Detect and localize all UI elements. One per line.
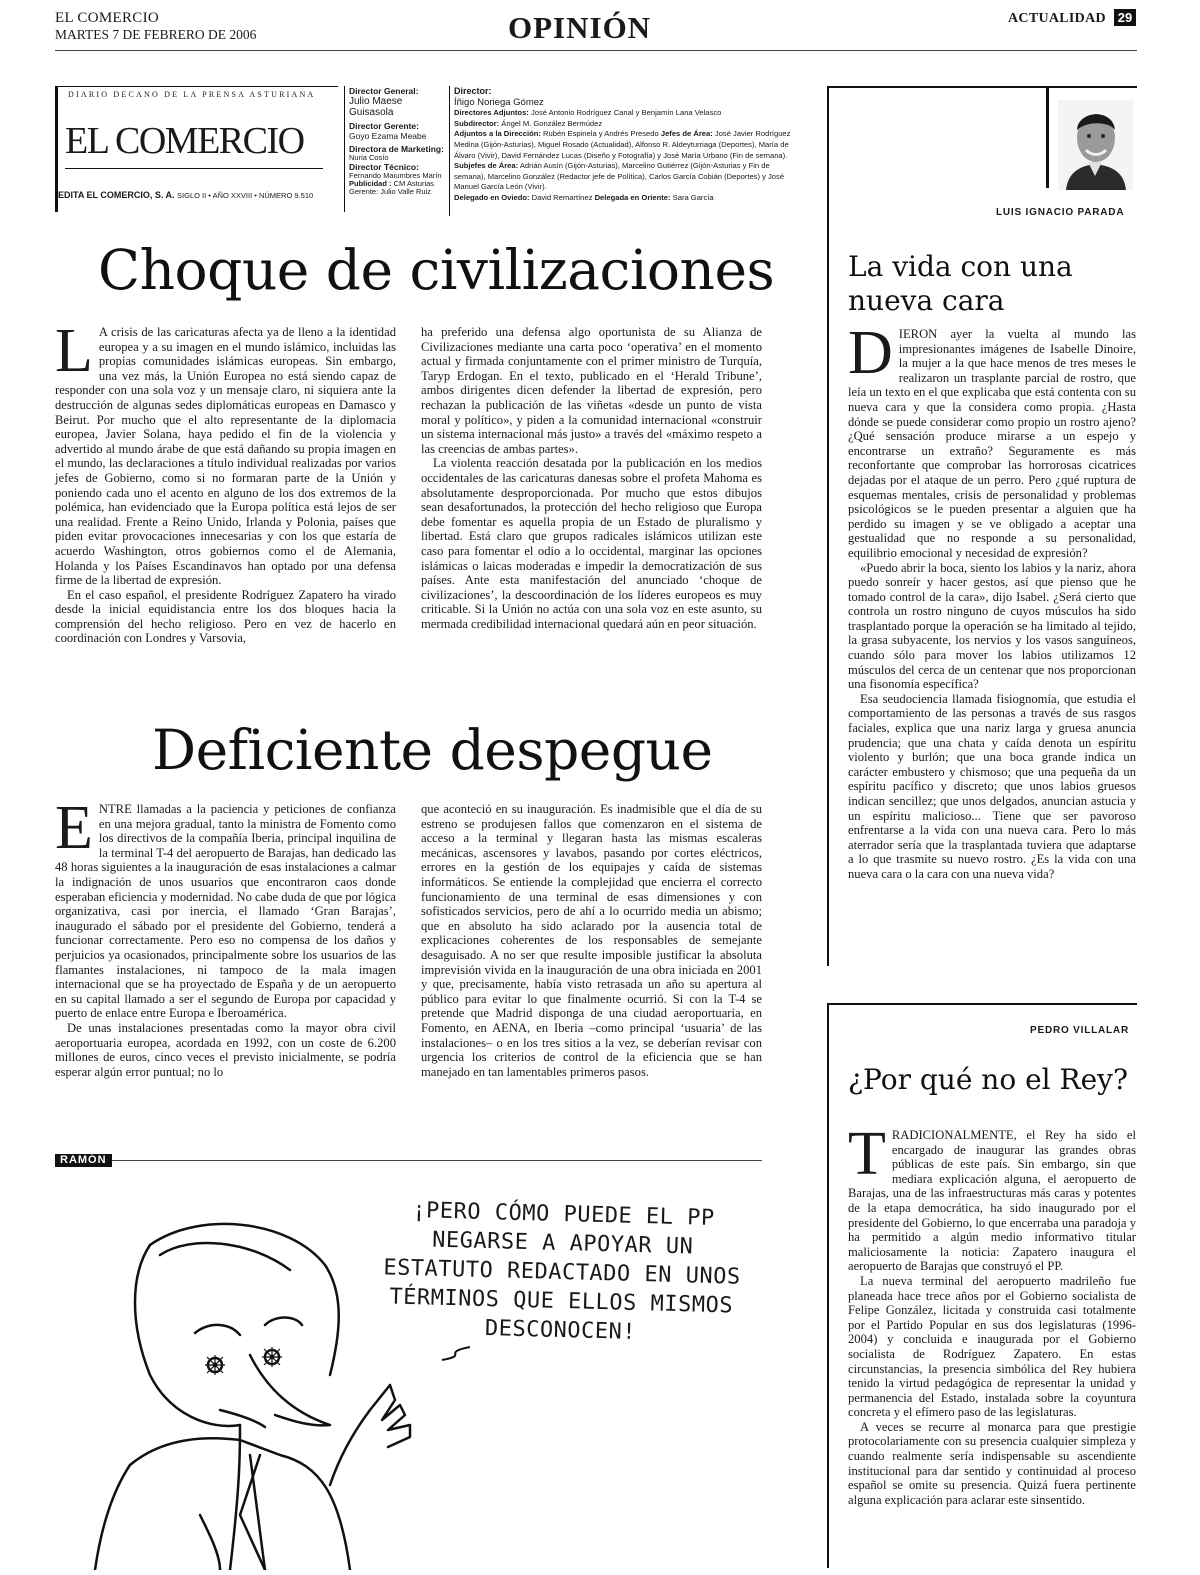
- editorial-2-para: que aconteció en su inauguración. Es inadmisible que el día de su estreno se produjesen fallos que comenzaron en el sistema de acceso a la terminal y llegaran hasta las mismas escaleras mecánicas, ascensores y lavabos, pasando por cortes eléctricos, errores en la gestión de los equipajes y caída de sistemas informáticos. Se entiende la complejidad que encierra el correcto funcionamiento de una terminal de esas dimensiones y con sofisticados servicios, pero de ahí a lo ocurrido media un abismo; que en absoluto ha sido aclarado por la ausencia total de explicaciones coherentes de los responsables de semejante desaguisado. A no ser que resulte imposible justificar la absoluta imprevisión vivida en la inauguración de una obra iniciada en 2001 y que, precisamente, había visto retrasada un año su apertura al público para evitar lo que finalmente ocurrió. Si con la T-4 se pretende que Madrid disponga de una ciudad aeroportuaria, en Fomento, en AENA, en Iberia –como principal ‘usuaria’ de las instalaciones– o en los tres sitios a la vez, se deberían revisar con urgencia los criterios de control de la eficiencia que se han manejado en tan lamentables primeros pasos.: [421, 802, 762, 1079]
- delegada-label: Delegada en Oriente:: [594, 192, 671, 202]
- tecnico: Fernando Maiumbres Marín: [349, 171, 442, 180]
- editorial-1-para: La violenta reacción desatada por la publicación en los medios occidentales de las caricaturas danesas sobre el profeta Mahoma es absolutamente desproporcionada. Por mucho que estos dibujos sean desafortunados, la protección del hecho religioso que Europa debe fomentar es aquella propia de un Estado de pluralismo y libertad. Está claro que grupos radicales islámicos utilizan este caso para fomentar el odio a lo occidental, marginar las opciones islámicas o laicas moderadas e impedir la democratización de sus países. Ante esta manifestación del anunciado ‘choque de civilizaciones’, la descoordinación de los líderes europeos es muy criticable. Si la Unión no actúa con una sola voz en este asunto, su mermada credibilidad internacional quedará aún en peor situación.: [421, 456, 762, 631]
- column2-author: PEDRO VILLALAR: [1030, 1025, 1129, 1036]
- adj-dir: Rubén Espinela y Andrés Presedo: [543, 129, 659, 139]
- masthead-col2: [449, 86, 793, 216]
- column1-para: «Puedo abrir la boca, siento los labios y la nariz, ahora puedo sonreír y hacer gestos, así que pienso que he tomado control de la cara», dijo Isabel. ¿Será cierto que controla un rostro ninguno de cuyos músculos ha sido trasplantado porque la operación se ha limitado al tejido, la grasa subyacente, los nervios y los vasos sanguíneos, cuando sólo para mover los labios utilizamos 12 músculos del cerca de un centenar que nos proporcionan una fisonomía específica?: [848, 560, 1136, 692]
- publicidad: CM Asturias Gerente: Julio Valle Ruiz: [349, 179, 435, 196]
- delegado: David Remartínez: [531, 192, 593, 202]
- director: Íñigo Noriega Gómez: [454, 96, 544, 108]
- masthead-col1: [344, 86, 444, 212]
- cartoon-figure: [90, 1215, 470, 1570]
- date: MARTES 7 DE FEBRERO DE 2006: [55, 27, 257, 42]
- editorial-2-col2: [421, 802, 762, 1079]
- column1-para: Esa seudociencia llamada fisiognomía, que estudia el comportamiento de las personas a través de sus rasgos faciales, explica que una nariz larga y gruesa anuncia prudencia; que una chata y caída denota un espíritu violento y burlón; que una boca grande indica un carácter embustero y chismoso; que una pequeña da un espíritu pacífico y discreto; que unos labios gruesos indican sencillez; que unos delgados, anuncian astucia y un espíritu malicioso... Tiene que ser pavoroso enfrentarse a la vida con una nueva cara. Pero lo más aterrador sería que la trasplantada tuviera que adaptarse a lo que trasmite su nuevo rostro. ¿Es la vida con una nueva cara o la cara con una nueva vida?: [848, 691, 1136, 881]
- column1-para: IERON ayer la vuelta al mundo las impresionantes imágenes de Isabelle Dinoire, la mujer a la que hace menos de tres meses le realizaron un trasplante parcial de rostro, que leía un texto en el que explicaba que está contenta con su nueva cara y que la considera como propia. ¿Hasta dónde se puede considerar como propio un rostro ajeno? ¿Qué sensación produce mirarse a un espejo y encontrarse un extraño? Seguramente es más reconfortante que comprobar las horrorosas cicatrices dejadas por el ataque de un perro. Pero ¿qué ruptura de esquemas mentales, crisis de personalidad y problemas psicológicos se le pueden presentar a alguien que ha perdido su imagen y se ve obligado a aceptar una gestualidad que no responde a su personalidad, equilibrio emocional y necesidad de expresión?: [848, 327, 1136, 560]
- subdirector: Ángel M. González Bermúdez: [501, 118, 603, 128]
- column1-drop-cap: D: [848, 319, 893, 387]
- column1-author: LUIS IGNACIO PARADA: [996, 207, 1125, 218]
- publicidad-label: Publicidad :: [349, 179, 392, 188]
- director-general-label: Director General:: [349, 86, 419, 96]
- director-label: Director:: [454, 86, 492, 96]
- column2-para: La nueva terminal del aeropuerto madrileño fue planeada hace trece años por el Gobierno socialista de Felipe González, licitada y construida casi totalmente por el Partido Popular en sus dos legislaturas (1996-2004) y concluida e inaugurada por el Gobierno socialista de Rodríguez Zapatero. En estas circunstancias, la presencia simbólica del Rey hubiera tenido la virtud pedagógica de representar la unidad y permanencia del Estado, instalada sobre la coyuntura concreta y el efímero paso de las legislaturas.: [848, 1273, 1136, 1420]
- editorial-2-drop-cap: E: [55, 794, 93, 862]
- masthead: [55, 86, 827, 219]
- adjuntos-label: Directores Adjuntos:: [454, 108, 529, 118]
- subsection-label: ACTUALIDAD: [1008, 11, 1106, 26]
- logo-rule: [65, 168, 323, 169]
- delegado-label: Delegado en Oviedo:: [454, 192, 530, 202]
- director-gerente-label: Director Gerente:: [349, 121, 419, 131]
- publisher-line: [58, 190, 313, 200]
- editorial-1-para: En el caso español, el presidente Rodríguez Zapatero ha virado desde la inicial equidistancia entre los dos bloques hacia la comprensión del hecho religioso. Pero en vez de hacerlo en coordinación con Londres y Varsovia,: [55, 587, 396, 646]
- subdirector-label: Subdirector:: [454, 118, 500, 128]
- subjefes: Adrián Ausín (Gijón-Asturias), Marcelino Gutiérrez (Gijón-Asturias y Fin de semana), Marcelino González (Redactor jefe de Política), Carlos García Cobián (Deportes) y José Manuel García León (Vivir).: [454, 161, 785, 192]
- header-rule: [55, 50, 1137, 51]
- editorial-1-col2: [421, 325, 762, 631]
- editorial-1-para: A crisis de las caricaturas afecta ya de lleno a la identidad europea y a su imagen en el mundo islámico, incluidas las propias comunidades islámicas europeas. Sin embargo, una vez más, la Unión Europea no está siendo capaz de responder con una sola voz y un mensaje claro, ni siquiera ante la destrucción de algunas sedes diplomáticas europeas en Damasco y Beirut. Por mucho que el alto representante de la diplomacia europea, Javier Solana, haya pedido el fin de la violencia y advertido al mundo árabe de que está dañando su propia imagen en el mundo, las declaraciones a título individual realizadas por varios jefes de Gobierno, como si no formaran parte de la Unión y poniendo cada uno el acento en alguno de los dos extremos de la polémica, han evidenciado que la Europa política está lejos de ser una realidad. Frente a Reino Unido, Irlanda y Polonia, países que piden evitar provocaciones innecesarias y con los que estaría de acuerdo Washington, otros gobiernos como el de Alemania, Holanda y los Países Escandinavos han optado por una defensa firme de la libertad de expresión.: [55, 325, 396, 588]
- masthead-logo: EL COMERCIO: [65, 120, 304, 162]
- page-number: 29: [1114, 9, 1136, 26]
- cartoon-speech: ¡PERO CÓMO PUEDE EL PP NEGARSE A APOYAR UN ESTATUTO REDACTADO EN UNOS TÉRMINOS QUE ELLOS MISMOS DESCONOCEN!: [383, 1198, 741, 1345]
- publisher-details: SIGLO II • AÑO XXVIII • NÚMERO 9.510: [177, 191, 314, 200]
- column1-tbar: [1046, 86, 1049, 188]
- editorial-1-col1: [55, 317, 396, 646]
- tecnico-label: Director Técnico:: [349, 162, 419, 172]
- column1-text: [848, 319, 1136, 882]
- editorial-1-drop-cap: L: [55, 317, 93, 385]
- tagline: DIARIO DECANO DE LA PRENSA ASTURIANA: [68, 90, 316, 99]
- column1-title: La vida con una nueva cara: [848, 250, 1073, 317]
- paper-name: EL COMERCIO: [55, 10, 159, 26]
- editorial-2-col1: [55, 794, 396, 1079]
- adjuntos: José Antonio Rodríguez Canal y Benjamín Lana Velasco: [530, 108, 722, 118]
- editorial-1-para: ha preferido una defensa algo oportunista de su Alianza de Civilizaciones mediante una carta poco ‘operativa’ en el momento actual y firmada conjuntamente con el primer ministro de Turquía, Taryp Erdogan. En el texto, publicado en el ‘Herald Tribune’, ambos dirigentes dicen defender la libertad de expresión, pero rechazan la publicación de las viñetas «desde un punto de vista moral y político», y piden a la comunidad internacional «construir un sistema internacional más justo» a través del «máximo respeto a las creencias de ambas partes».: [421, 325, 762, 456]
- jefes-label: Jefes de Área:: [660, 129, 713, 139]
- editorial-2-title: Deficiente despegue: [152, 718, 713, 782]
- cartoon-author: RAMÓN: [55, 1154, 112, 1167]
- editorial-1-title: Choque de civilizaciones: [98, 238, 775, 302]
- jefes: José Javier Rodríguez Medina (Gijón-Asturias), Miguel Rosado (Actualidad), Alfonso R. Aldeyturriaga (Deportes), María de Álvaro (Vivir), David Fernández Lucas (Diseño y Fotografía) y José María Urbano (Fin de semana).: [454, 129, 791, 160]
- editorial-2-para: NTRE llamadas a la paciencia y peticiones de confianza en una mejora gradual, tanto la ministra de Fomento como los directivos de la compañía Iberia, principal inquilina de la terminal T-4 del aeropuerto de Barajas, han dedicado las 48 horas siguientes a la inauguración de esas instalaciones a calmar la indignación de unos usuarios que encontraron caos donde esperaban eficiencia y modernidad. No cabe duda de que por lógica organizativa, casi por inercia, el llamado ‘Gran Barajas’, inaugurado el sábado por el presidente del Gobierno, tenderá a funcionar correctamente. Pero eso no compensa de los daños y perjuicios ya ocasionados, principalmente sobre los usuarios de las flamantes instalaciones, ni tampoco de la mala imagen internacional que se ha proyectado de España y de un aeropuerto en su capital llamado a ser el segundo de Europa por capacidad y puerto de enlace entre Europa e Iberoamérica.: [55, 802, 396, 1021]
- column2-para: RADICIONALMENTE, el Rey ha sido el encargado de inaugurar las grandes obras públicas de este país. Sin embargo, sin que mediara explicación alguna, el aeropuerto de Barajas, una de las infraestructuras más caras y potentes de la etapa democrática, ha sido inaugurado por el presidente del Gobierno, lo que encerraba una paradoja y ha permitido a algún medio informativo titular maliciosamente la noticia: Zapatero inaugura el aeropuerto de Barajas que construyó el PP.: [848, 1128, 1136, 1274]
- editorial-2-para: De unas instalaciones presentadas como la mayor obra civil aeroportuaria europea, acordada en 1992, con un coste de 6.200 millones de euros, cinco veces el previsto inicialmente, se podría esperar algún error puntual; no lo: [55, 1020, 396, 1079]
- director-general: Julio Maese Guisasola: [349, 96, 403, 118]
- marketing: Nuria Cosío: [349, 153, 389, 162]
- column2-para: A veces se recurre al monarca para que prestigie protocolariamente con su presencia cualquier simpleza y cuando realmente sería indispensable su ascendiente institucional para dar sentido y continuidad al proceso español se omite su presencia. Quizá fuera pertinente alguna explicación para aclarar este sinsentido.: [848, 1419, 1136, 1507]
- delegada: Sara García: [672, 192, 714, 202]
- cartoon-rule: [55, 1160, 762, 1161]
- section-title: OPINIÓN: [508, 10, 652, 45]
- adj-dir-label: Adjuntos a la Dirección:: [454, 129, 541, 139]
- subjefes-label: Subjefes de Área:: [454, 161, 519, 171]
- column1-author-photo: [1058, 100, 1133, 190]
- marketing-label: Directora de Marketing:: [349, 144, 444, 154]
- column2-title: ¿Por qué no el Rey?: [848, 1063, 1128, 1096]
- column2-text: [848, 1120, 1136, 1507]
- publisher: EDITA EL COMERCIO, S. A.: [58, 190, 175, 200]
- director-gerente: Goyo Ezama Meabe: [349, 131, 427, 141]
- column2-drop-cap: T: [848, 1120, 886, 1188]
